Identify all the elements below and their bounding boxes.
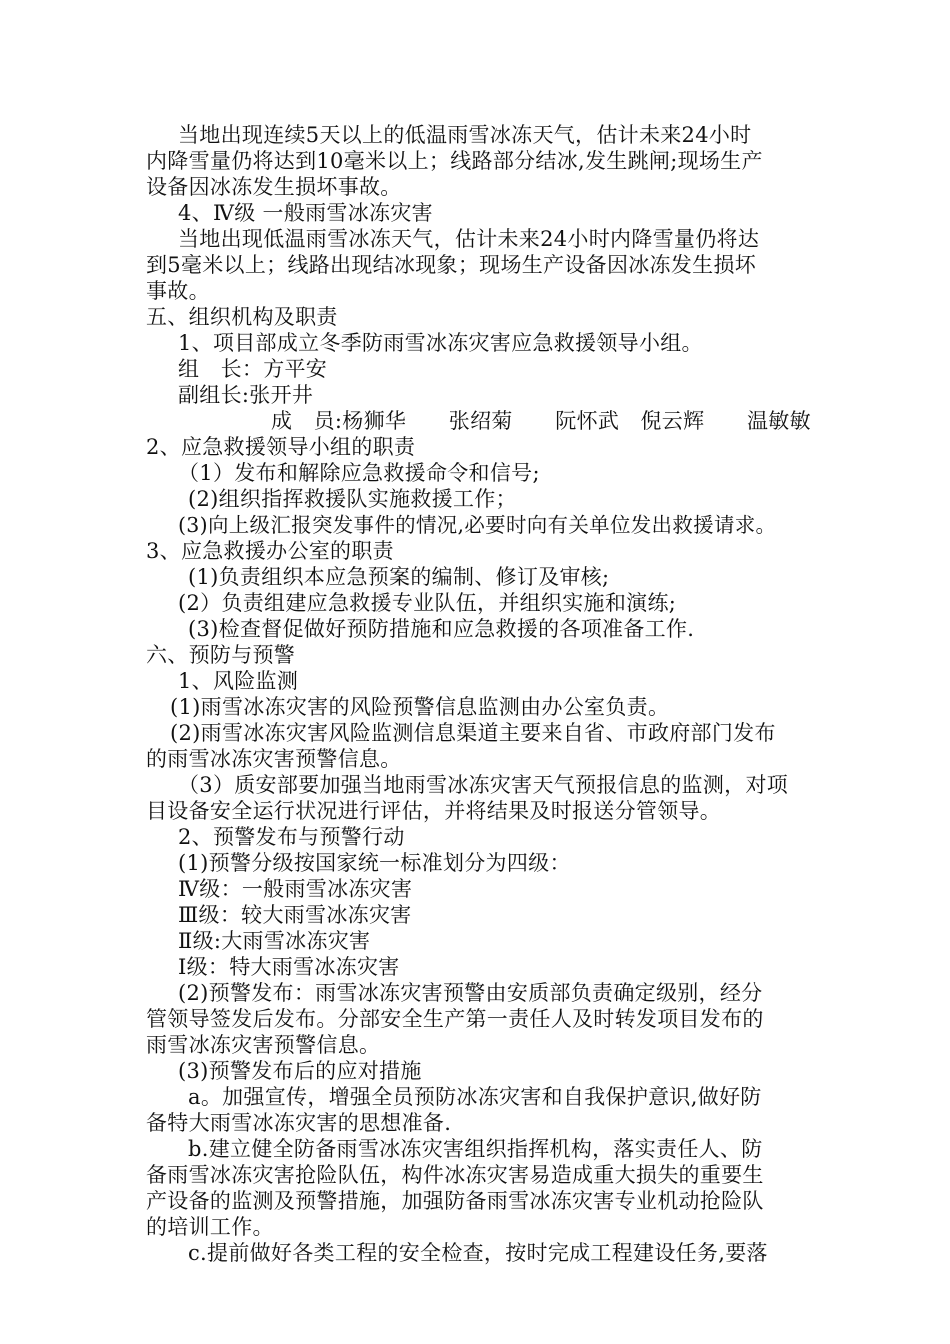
section-heading: 3、应急救援办公室的职责 <box>146 539 394 563</box>
text-line: 目设备安全运行状况进行评估，并将结果及时报送分管领导。 <box>146 799 722 823</box>
text-line: (2)雨雪冰冻灾害风险监测信息渠道主要来自省、市政府部门发布 <box>170 721 776 745</box>
text-line: （3）质安部要加强当地雨雪冰冻灾害天气预报信息的监测，对项 <box>178 773 789 797</box>
text-line: b.建立健全防备雨雪冰冻灾害组织指挥机构，落实责任人、防 <box>188 1137 763 1161</box>
text-line: Ⅰ级：特大雨雪冰冻灾害 <box>178 955 400 979</box>
text-line: (2）负责组建应急救援专业队伍，并组织实施和演练; <box>178 591 677 615</box>
section-heading: 2、预警发布与预警行动 <box>178 825 405 849</box>
section-heading: 五、组织机构及职责 <box>146 305 338 329</box>
text-line: 副组长:张开井 <box>178 383 314 407</box>
text-line: (1)负责组织本应急预案的编制、修订及审核; <box>188 565 610 589</box>
text-line: Ⅳ级：一般雨雪冰冻灾害 <box>178 877 413 901</box>
text-line: 到5毫米以上；线路出现结冰现象；现场生产设备因冰冻发生损坏 <box>146 253 757 277</box>
text-line: 当地出现连续5天以上的低温雨雪冰冻天气，估计未来24小时 <box>178 123 752 147</box>
text-line: 成 员:杨狮华 张绍菊 阮怀武 倪云辉 温敏敏 <box>271 409 811 433</box>
text-line: 的培训工作。 <box>146 1215 274 1239</box>
text-line: c.提前做好各类工程的安全检查，按时完成工程建设任务,要落 <box>188 1241 768 1265</box>
text-line: 管领导签发后发布。分部安全生产第一责任人及时转发项目发布的 <box>146 1007 764 1031</box>
text-line: a。加强宣传，增强全员预防冰冻灾害和自我保护意识,做好防 <box>188 1085 762 1109</box>
text-line: 事故。 <box>146 279 210 303</box>
text-line: 备雨雪冰冻灾害抢险队伍，构件冰冻灾害易造成重大损失的重要生 <box>146 1163 764 1187</box>
text-line: 雨雪冰冻灾害预警信息。 <box>146 1033 381 1057</box>
text-line: 备特大雨雪冰冻灾害的思想准备. <box>146 1111 452 1135</box>
section-heading: 六、预防与预警 <box>146 643 296 667</box>
text-line: (1)雨雪冰冻灾害的风险预警信息监测由办公室负责。 <box>170 695 670 719</box>
text-line: (2)组织指挥救援队实施救援工作； <box>188 487 517 511</box>
text-line: (3)检查督促做好预防措施和应急救援的各项准备工作. <box>188 617 695 641</box>
text-line: 1、风险监测 <box>178 669 299 693</box>
text-line: 产设备的监测及预警措施，加强防备雨雪冰冻灾害专业机动抢险队 <box>146 1189 764 1213</box>
text-line: 当地出现低温雨雪冰冻天气，估计未来24小时内降雪量仍将达 <box>178 227 760 251</box>
text-line: (2)预警发布：雨雪冰冻灾害预警由安质部负责确定级别，经分 <box>178 981 763 1005</box>
text-line: （1）发布和解除应急救援命令和信号; <box>178 461 540 485</box>
text-line: 1、项目部成立冬季防雨雪冰冻灾害应急救援领导小组。 <box>178 331 703 355</box>
text-line: 组 长：方平安 <box>178 357 328 381</box>
section-heading: 4、Ⅳ级 一般雨雪冰冻灾害 <box>178 201 433 225</box>
text-line: 的雨雪冰冻灾害预警信息。 <box>146 747 402 771</box>
text-line: Ⅲ级：较大雨雪冰冻灾害 <box>178 903 412 927</box>
text-line: Ⅱ级:大雨雪冰冻灾害 <box>178 929 371 953</box>
text-line: (3)预警发布后的应对措施 <box>178 1059 422 1083</box>
text-line: (3)向上级汇报突发事件的情况,必要时向有关单位发出救援请求。 <box>178 513 777 537</box>
section-heading: 2、应急救援领导小组的职责 <box>146 435 416 459</box>
text-line: (1)预警分级按国家统一标准划分为四级： <box>178 851 571 875</box>
text-line: 设备因冰冻发生损坏事故。 <box>146 175 402 199</box>
text-line: 内降雪量仍将达到10毫米以上；线路部分结冰,发生跳闸;现场生产 <box>146 149 763 173</box>
